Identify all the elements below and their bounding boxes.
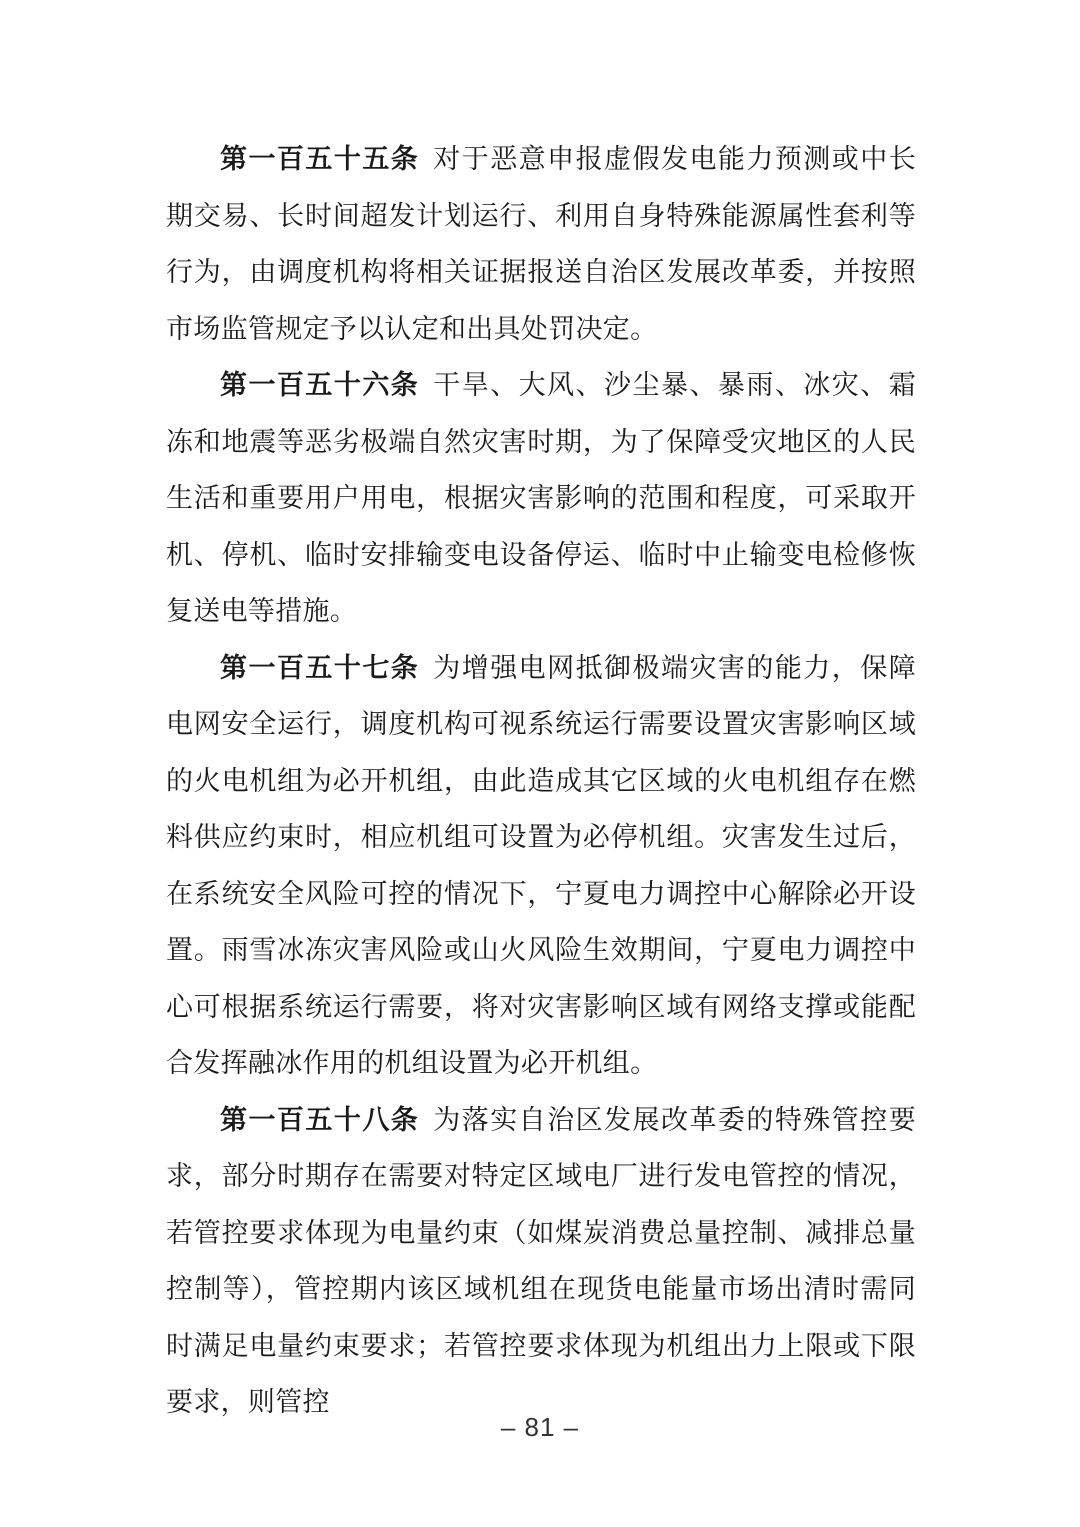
article-text: 为落实自治区发展改革委的特殊管控要求，部分时期存在需要对特定区域电厂进行发电管控的情况，若管控要求体现为电量约束（如煤炭消费总量控制、减排总量控制等），管控期内该区域机组在现货电能量市场出清时需同时满足电量约束要求；若管控要求体现为机组出力上限或下限要求，则管控 [166, 1104, 916, 1418]
document-body [166, 132, 916, 1432]
article-text: 干旱、大风、沙尘暴、暴雨、冰灾、霜冻和地震等恶劣极端自然灾害时期，为了保障受灾地区的人民生活和重要用户用电，根据灾害影响的范围和程度，可采取开机、停机、临时安排输变电设备停运、临时中止输变电检修恢复送电等措施。 [166, 370, 916, 627]
page-number: – 81 – [500, 1412, 580, 1442]
article-number: 第一百五十六条 [220, 370, 420, 401]
article-number: 第一百五十七条 [220, 652, 420, 684]
article-text: 对于恶意申报虚假发电能力预测或中长期交易、长时间超发计划运行、利用自身特殊能源属性套利等行为，由调度机构将相关证据报送自治区发展改革委，并按照市场监管规定予以认定和出具处罚决定。 [166, 144, 916, 345]
article-number: 第一百五十五条 [220, 144, 420, 175]
article-155 [166, 132, 916, 358]
article-text: 为增强电网抵御极端灾害的能力，保障电网安全运行，调度机构可视系统运行需要设置灾害影响区域的火电机组为必开机组，由此造成其它区域的火电机组存在燃料供应约束时，相应机组可设置为必停机组。灾害发生过后，在系统安全风险可控的情况下，宁夏电力调控中心解除必开设置。雨雪冰冻灾害风险或山火风险生效期间，宁夏电力调控中心可根据系统运行需要，将对灾害影响区域有网络支撑或能配合发挥融冰作用的机组设置为必开机组。 [166, 652, 916, 1079]
article-156 [166, 358, 916, 641]
article-158 [166, 1093, 916, 1432]
article-157 [166, 641, 916, 1093]
article-number: 第一百五十八条 [220, 1104, 420, 1136]
